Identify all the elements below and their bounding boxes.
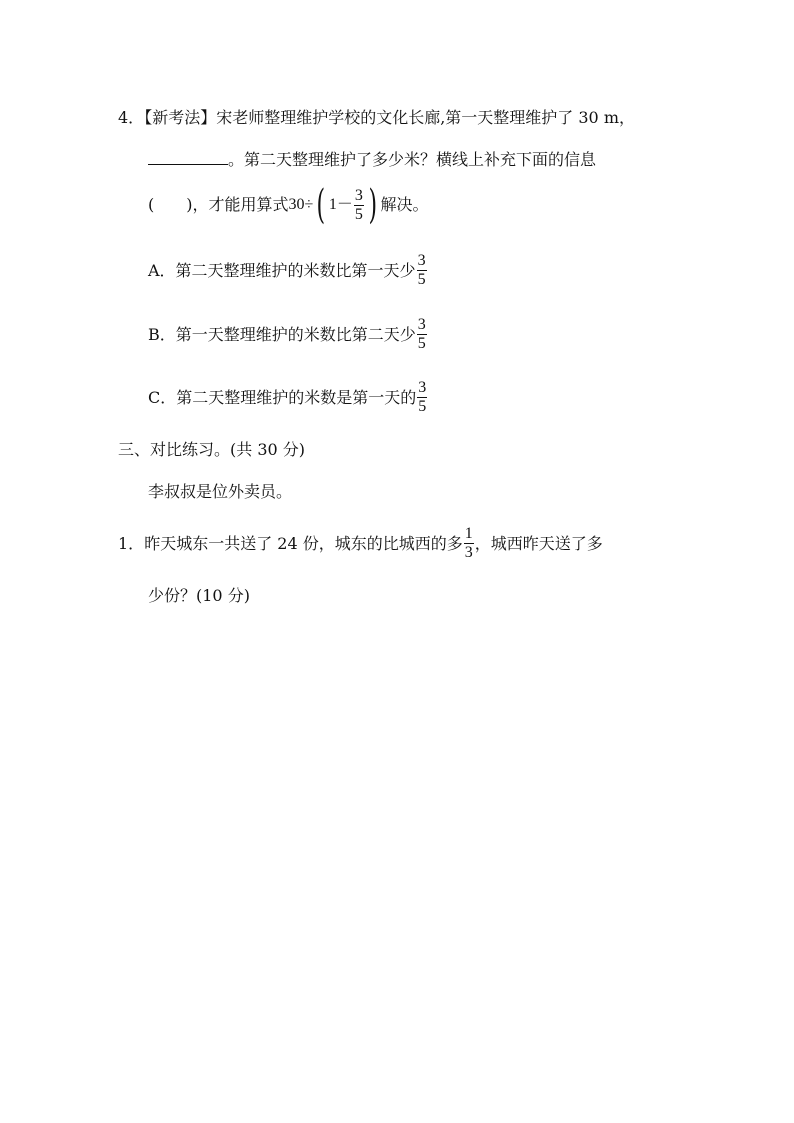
formula-prefix: 30÷ — [288, 196, 314, 213]
q1-text-2: ，城西昨天送了多 — [474, 533, 603, 553]
section-3-heading: 三、对比练习。(共 30 分) — [118, 440, 306, 459]
option-a-label: A．第二天整理维护的米数比第一天少 — [148, 260, 416, 280]
right-paren-glyph: ) — [368, 182, 378, 228]
formula-fraction-denominator: 5 — [354, 205, 363, 223]
option-c-fraction — [417, 379, 427, 416]
q4-line-2 — [148, 148, 596, 170]
q4-text-4: 解决。 — [380, 195, 429, 214]
option-b-fraction — [417, 316, 427, 353]
option-a[interactable] — [148, 252, 428, 289]
section-3-intro: 李叔叔是位外卖员。 — [148, 482, 293, 501]
formula-fraction — [354, 187, 364, 224]
option-a-fraction — [417, 252, 427, 289]
formula-one: 1－ — [328, 196, 353, 213]
q4-line-1 — [118, 108, 635, 128]
option-c-denominator: 5 — [418, 398, 427, 415]
option-b-denominator: 5 — [417, 335, 426, 352]
q1-denominator: 3 — [464, 544, 473, 561]
q4-text-2: 。第二天整理维护了多少米？横线上补充下面的信息 — [228, 150, 597, 169]
q1-line-2: 少份？(10 分) — [148, 586, 250, 605]
q4-tag: 【新考法】 — [144, 108, 217, 127]
q1-numerator: 1 — [464, 525, 473, 542]
option-c-label: C．第二天整理维护的米数是第一天的 — [148, 387, 417, 407]
left-paren-glyph: ( — [316, 182, 326, 228]
answer-paren[interactable]: ( ) — [148, 195, 193, 214]
q4-number: 4． — [118, 108, 145, 127]
q1-fraction — [464, 525, 474, 562]
q4-text-1: 宋老师整理维护学校的文化长廊,第一天整理维护了 30 m， — [216, 108, 635, 127]
fill-blank[interactable] — [148, 148, 228, 165]
option-b-label: B．第一天整理维护的米数比第二天少 — [148, 324, 416, 344]
option-c[interactable] — [148, 379, 428, 416]
option-a-numerator: 3 — [417, 252, 426, 269]
option-b-numerator: 3 — [417, 316, 426, 333]
option-a-denominator: 5 — [417, 271, 426, 288]
q1-line-1 — [118, 525, 603, 562]
q1-text-1: 昨天城东一共送了 24 份，城东的比城西的多 — [144, 533, 463, 553]
q4-line-3 — [148, 182, 429, 228]
formula-fraction-numerator: 3 — [354, 186, 363, 204]
option-c-numerator: 3 — [418, 379, 427, 396]
q4-text-3: ，才能用算式 — [192, 195, 289, 214]
option-b[interactable] — [148, 316, 428, 353]
q1-number: 1． — [118, 533, 145, 553]
